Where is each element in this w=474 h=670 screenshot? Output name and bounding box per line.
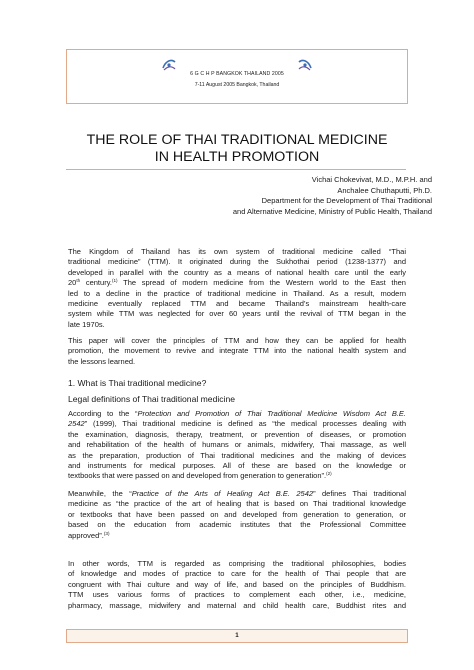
- body-paragraph: [68, 409, 406, 482]
- document-title-line-2: IN HEALTH PROMOTION: [154, 149, 320, 165]
- subsection-heading: Legal definitions of Thai traditional medicine: [68, 394, 236, 404]
- text-line: In other words, TTM is regarded as comprising the traditional philosophies, bodies: [68, 559, 406, 568]
- body-paragraph: [68, 336, 406, 367]
- citation-ref: (2): [326, 471, 332, 477]
- act-title: Protection and Promotion of Thai Traditional Medicine Wisdom Act B.E.: [137, 409, 406, 418]
- conference-name: 6 G C H P BANGKOK THAILAND 2005: [190, 71, 284, 77]
- act-title: 2542: [68, 419, 85, 429]
- page-number: 1: [235, 632, 239, 639]
- citation-ref: (1): [111, 278, 118, 284]
- text-run: textbooks that were passed on and developed from generation to generation”.: [68, 471, 327, 481]
- text-line: led to a decline in the practice of traditional medicine in Thailand. As a result, modern: [68, 288, 406, 298]
- text-line: medicine as “the practice of the art of healing that is based on Thai traditional knowledge: [68, 499, 406, 509]
- text-line: of knowledge and modes of practice to care for the health of Thai people that are: [68, 569, 406, 579]
- text-line: TTM uses various forms of practices to complement each other, i.e., medicine,: [68, 590, 406, 600]
- text-line: promotion, the movement to revive and integrate TTM into the national health system and: [68, 346, 406, 356]
- document-title-line-1: THE ROLE OF THAI TRADITIONAL MEDICINE: [86, 132, 388, 148]
- text-line: [68, 489, 406, 499]
- text-line: late 1970s.: [68, 319, 105, 329]
- author-line: Anchalee Chuthaputti, Ph.D.: [337, 185, 432, 195]
- text-line: [68, 531, 406, 541]
- section-heading: 1. What is Thai traditional medicine?: [68, 378, 207, 388]
- text-line: medicine eventually replaced TTM and became Thailand’s mainstream health-care: [68, 299, 406, 309]
- author-line: Vichai Chokevivat, M.D., M.P.H. and: [311, 175, 432, 184]
- text-run: century.: [80, 278, 112, 288]
- text-run: Meanwhile, the “: [68, 489, 132, 498]
- text-run: approved”.: [68, 530, 104, 540]
- text-line: [68, 278, 406, 288]
- text-line: [68, 409, 406, 419]
- text-line: [68, 419, 406, 429]
- body-paragraph: [68, 247, 406, 330]
- text-line: and rehabilitation of the health of humans or animals, midwifery, Thai massage, as well: [68, 440, 406, 450]
- page-number-footer: [66, 629, 408, 643]
- act-title: Practice of the Arts of Healing Act B.E. 2542: [131, 489, 314, 498]
- text-line: The Kingdom of Thailand has its own system of traditional medicine called “Thai: [68, 247, 406, 256]
- citation-ref: (3): [103, 530, 110, 536]
- text-line: the examination, diagnosis, therapy, treatment, or prevention of diseases, or promotion: [68, 429, 406, 439]
- text-line: system while TTM was neglected for over 60 years until the revival of TTM began in the: [68, 309, 406, 319]
- text-run: 20: [68, 278, 77, 288]
- conference-dates: 7-11 August 2005 Bangkok, Thailand: [194, 82, 280, 88]
- author-affiliation: and Alternative Medicine, Ministry of Public Health, Thailand: [232, 206, 432, 216]
- text-line: traditional medicine” (TTM). It originated during the Sukhothai period (1238-1377) and: [68, 257, 406, 267]
- title-divider: [66, 169, 406, 170]
- text-line: based on the education from academic institutes that the Professional Committee: [68, 520, 406, 530]
- text-line: pharmacy, massage, midwifery and maternal and child health care, Buddhist rites and: [68, 600, 406, 610]
- text-run: According to the “: [68, 409, 138, 418]
- text-line: developed in parallel with the country as a means of national health care until the early: [68, 267, 406, 277]
- text-line: or textbooks that have been passed on and developed from generation to generation, or: [68, 509, 406, 519]
- text-line: and instruments for medical purposes. All of these are based on the knowledge or: [68, 461, 406, 471]
- text-line: This paper will cover the principles of TTM and how they can be applied for health: [68, 336, 406, 345]
- text-run: ” defines Thai traditional: [313, 489, 406, 498]
- text-run: The spread of modern medicine from the Western world to the East then: [117, 278, 406, 288]
- conference-header: [66, 49, 408, 104]
- text-run: ” (1999), Thai traditional medicine is defined as “the medical processes dealing with: [84, 419, 406, 429]
- text-line: [68, 471, 406, 481]
- text-line: the lessons learned.: [68, 356, 136, 366]
- body-paragraph: [68, 489, 406, 541]
- text-line: as the preparation, production of Thai traditional medicines and the making of devices: [68, 450, 406, 460]
- author-affiliation: Department for the Development of Thai Traditional: [261, 196, 432, 205]
- superscript: th: [76, 278, 81, 284]
- text-line: congruent with Thai culture and way of life, and based on the principles of Buddhism.: [68, 579, 406, 589]
- body-paragraph: [68, 559, 406, 611]
